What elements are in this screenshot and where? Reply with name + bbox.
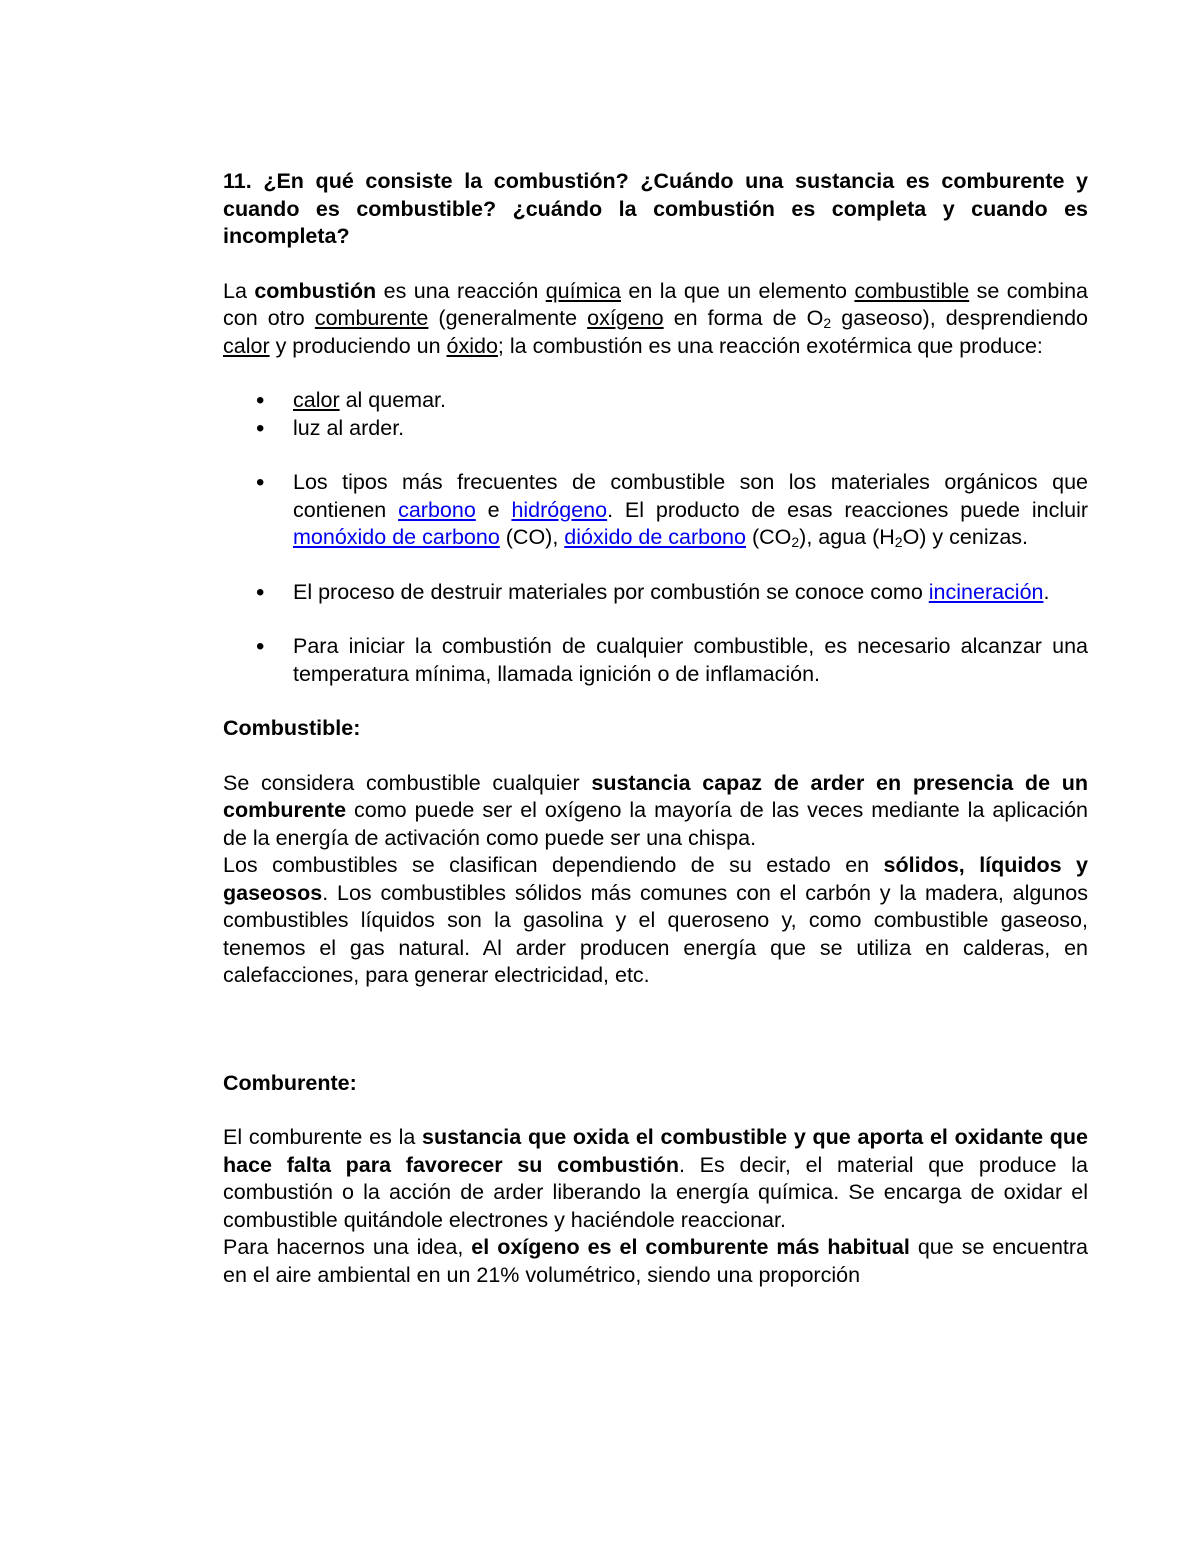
text: . Los combustibles sólidos más comunes con el carbón y la madera, algunos combustibles líquidos son la gasolina y el queroseno y, como combustible gaseoso, tenemos el gas natural. Al arder producen energía que se utiliza en calderas, en calefacciones, para generar electricidad, etc. (223, 880, 1088, 987)
list-item (223, 633, 1088, 688)
bold-term: sólidos, líquidos y gaseosos (223, 853, 1088, 905)
link-combustible[interactable]: combustible (854, 278, 970, 303)
list-item (223, 415, 1088, 443)
link-oxido[interactable]: óxido (446, 333, 498, 358)
link-carbono[interactable]: carbono (398, 497, 476, 522)
document-page (223, 168, 1088, 1289)
subscript: 2 (894, 534, 903, 550)
bullet-list-types (223, 469, 1088, 552)
text: que se encuentra en el aire ambiental en un 21% volumétrico, siendo una proporción (223, 1235, 1088, 1287)
text: ), agua (H (799, 525, 895, 549)
bullet-list-incineration (223, 579, 1088, 607)
text: (CO (745, 525, 792, 549)
link-monoxido-de-carbono[interactable]: monóxido de carbono (293, 525, 500, 549)
text: O) y cenizas. (902, 525, 1029, 549)
text: luz al arder. (293, 415, 405, 440)
intro-paragraph (223, 278, 1088, 361)
text: Se considera combustible cualquier (223, 770, 592, 795)
comburente-paragraph-2 (223, 1234, 1088, 1289)
text: al quemar. (339, 388, 446, 412)
text: . Es decir, el material que produce la combustión o la acción de arder liberando la energía química. Se encarga de oxidar el combustible quitándole electrones y haciéndole reaccionar. (223, 1152, 1088, 1232)
link-comburente[interactable]: comburente (314, 306, 429, 330)
text: Los combustibles se clasifican dependiendo de su estado en (223, 853, 884, 877)
link-calor-2[interactable]: calor (293, 388, 340, 412)
section-heading-comburente (223, 1070, 1088, 1098)
heading-text: Combustible: (223, 716, 361, 740)
text: es una reacción (376, 278, 546, 303)
question-heading: 11. ¿En qué consiste la combustión? ¿Cuándo una sustancia es comburente y cuando es combustible? ¿cuándo la combustión es completa y cuando es incompleta? (223, 169, 1088, 248)
combustible-paragraph-2 (223, 852, 1088, 990)
link-oxigeno[interactable]: oxígeno (587, 306, 664, 330)
subscript: 2 (823, 315, 832, 331)
bold-term: combustión (254, 278, 377, 303)
bold-term: sustancia que oxida el combustible y que aporta el oxidante que hace falta para favorecer su combustión (223, 1125, 1088, 1177)
text: (CO), (499, 525, 565, 549)
text: y produciendo un (269, 333, 447, 358)
list-item (223, 387, 1088, 415)
link-quimica[interactable]: química (545, 278, 622, 303)
text: . (1043, 579, 1050, 604)
combustible-paragraph-1 (223, 770, 1088, 853)
text: . El producto de esas reacciones puede incluir (607, 497, 1089, 522)
text: El proceso de destruir materiales por combustión se conoce como (293, 579, 929, 604)
text: Para hacernos una idea, (223, 1235, 472, 1259)
text: Los tipos más frecuentes de combustible son los materiales orgánicos que contienen (293, 470, 1088, 522)
link-incineracion[interactable]: incineración (928, 579, 1044, 604)
text: en la que un elemento (621, 278, 855, 303)
subscript: 2 (791, 534, 800, 550)
link-calor[interactable]: calor (223, 333, 270, 358)
text: El comburente es la (223, 1125, 423, 1149)
comburente-paragraph-1 (223, 1124, 1088, 1234)
text: (generalmente (428, 306, 588, 330)
text: La (223, 278, 255, 303)
bullet-list-ignition (223, 633, 1088, 688)
heading-text: Comburente: (223, 1070, 357, 1095)
bold-term: el oxígeno es el comburente más habitual (471, 1235, 910, 1259)
text: e (475, 497, 512, 522)
text: gaseoso), desprendiendo (831, 306, 1088, 330)
text: ; la combustión es una reacción exotérmica que produce: (497, 333, 1043, 358)
text: en forma de O (663, 306, 824, 330)
section-heading-combustible (223, 715, 1088, 743)
list-item (223, 579, 1088, 607)
link-hidrogeno[interactable]: hidrógeno (511, 497, 608, 522)
text: Para iniciar la combustión de cualquier combustible, es necesario alcanzar una temperatura mínima, llamada ignición o de inflamación. (293, 634, 1088, 686)
link-dioxido-de-carbono[interactable]: dióxido de carbono (564, 525, 746, 549)
text: se combina con otro (223, 278, 1088, 330)
bullet-list-short (223, 387, 1088, 442)
text: como puede ser el oxígeno la mayoría de las veces mediante la aplicación de la energía de activación como puede ser una chispa. (223, 798, 1088, 850)
list-item (223, 469, 1088, 552)
bold-term: sustancia capaz de arder en presencia de un comburente (223, 770, 1089, 822)
